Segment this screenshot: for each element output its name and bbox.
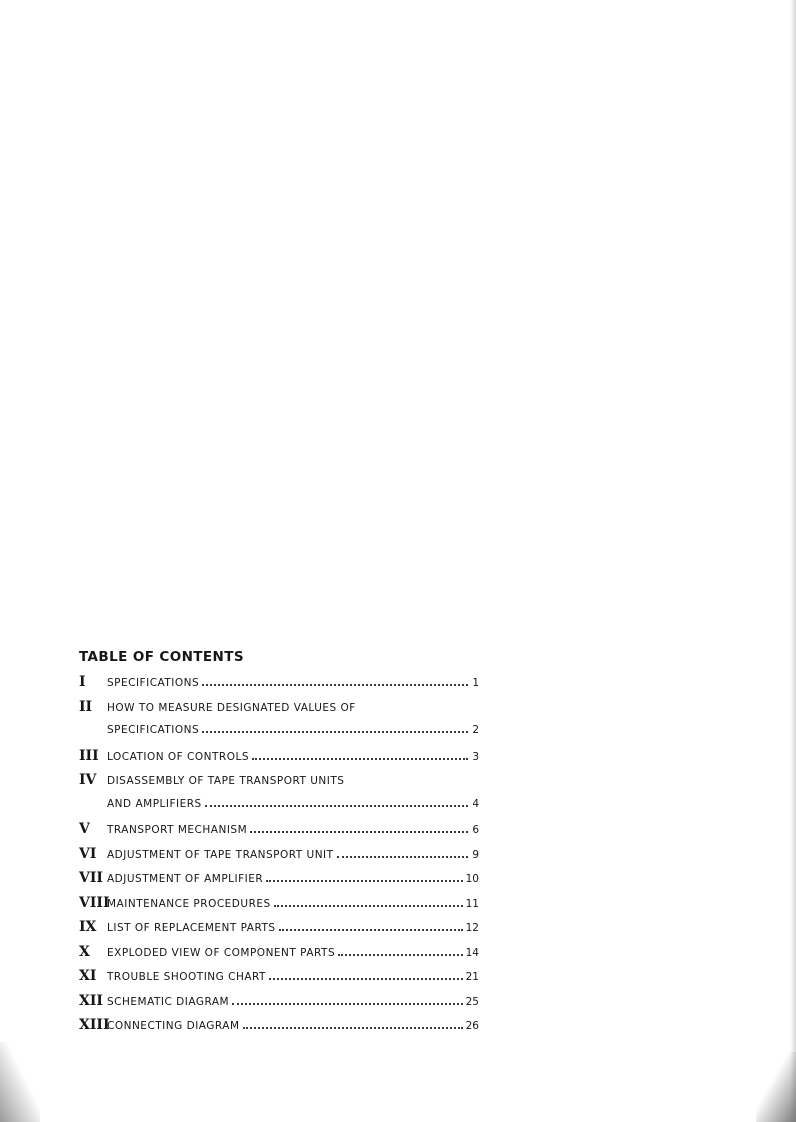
- toc-section-numeral: VII: [79, 870, 103, 886]
- page-corner-shadow-right: [756, 1052, 796, 1122]
- dot-leader: [232, 1002, 463, 1005]
- toc-section-numeral: V: [79, 821, 90, 837]
- dot-leader: [337, 855, 468, 858]
- toc-page-number: 6: [472, 824, 479, 836]
- toc-page-number: 26: [465, 1020, 479, 1032]
- toc-section-numeral: VI: [79, 845, 97, 862]
- toc-section-title: SCHEMATIC DIAGRAM: [107, 995, 230, 1008]
- toc-entry[interactable]: [79, 993, 479, 1018]
- toc-entry[interactable]: [79, 748, 479, 773]
- toc-section-numeral: IV: [79, 772, 97, 788]
- toc-section-title-continued: AND AMPLIFIERS: [107, 797, 202, 810]
- toc-page-number: 11: [465, 897, 479, 910]
- toc-section-numeral: XI: [79, 968, 97, 984]
- dot-leader: [250, 830, 468, 833]
- toc-page-number: 9: [472, 848, 479, 861]
- toc-section-title: HOW TO MEASURE DESIGNATED VALUES OF: [107, 701, 356, 714]
- toc-page-number: 12: [465, 922, 479, 934]
- toc-section-numeral: IX: [79, 919, 97, 935]
- toc-section-title: MAINTENANCE PROCEDURES: [107, 897, 271, 910]
- toc-section-title: EXPLODED VIEW OF COMPONENT PARTS: [107, 946, 336, 959]
- dot-leader: [274, 904, 463, 907]
- toc-entry[interactable]: [79, 674, 479, 699]
- toc-page-number: 2: [472, 724, 479, 736]
- toc-section-title: TRANSPORT MECHANISM: [107, 824, 248, 836]
- dot-leader: [202, 730, 468, 733]
- toc-section-numeral: III: [79, 747, 99, 764]
- toc-entry[interactable]: [79, 846, 479, 871]
- dot-leader: [269, 977, 463, 980]
- toc-page-number: 25: [465, 995, 479, 1008]
- toc-entry[interactable]: [79, 772, 479, 821]
- toc-page-number: 21: [465, 971, 479, 983]
- toc-section-title: CONNECTING DIAGRAM: [107, 1020, 240, 1032]
- toc-section-title-continued: SPECIFICATIONS: [107, 724, 200, 736]
- table-of-contents: [79, 674, 479, 1042]
- toc-section-title: SPECIFICATIONS: [107, 677, 200, 689]
- page-corner-shadow-left: [0, 1042, 40, 1122]
- toc-section-numeral: XII: [79, 992, 103, 1009]
- toc-page-number: 14: [465, 946, 479, 959]
- toc-section-title: LOCATION OF CONTROLS: [107, 750, 249, 763]
- toc-entry[interactable]: [79, 821, 479, 846]
- toc-entry[interactable]: [79, 870, 479, 895]
- toc-section-title: ADJUSTMENT OF TAPE TRANSPORT UNIT: [107, 848, 334, 861]
- toc-section-title: LIST OF REPLACEMENT PARTS: [107, 922, 276, 934]
- toc-section-title: TROUBLE SHOOTING CHART: [107, 971, 266, 983]
- dot-leader: [205, 804, 468, 807]
- toc-section-numeral: VIII: [79, 894, 110, 911]
- toc-page-number: 1: [472, 677, 479, 689]
- toc-entry[interactable]: [79, 699, 479, 748]
- toc-section-title: DISASSEMBLY OF TAPE TRANSPORT UNITS: [107, 775, 345, 787]
- dot-leader: [279, 928, 463, 931]
- dot-leader: [243, 1026, 463, 1029]
- toc-page-number: 4: [472, 797, 479, 810]
- toc-entry[interactable]: [79, 944, 479, 969]
- toc-section-numeral: II: [79, 698, 93, 715]
- dot-leader: [252, 757, 468, 760]
- toc-section-title: ADJUSTMENT OF AMPLIFIER: [107, 873, 264, 885]
- toc-section-numeral: X: [79, 943, 90, 960]
- toc-section-numeral: I: [79, 674, 86, 690]
- page-edge-shadow: [790, 0, 796, 1122]
- toc-page-number: 10: [465, 873, 479, 885]
- toc-heading: TABLE OF CONTENTS: [79, 649, 244, 665]
- toc-section-numeral: XIII: [79, 1017, 110, 1033]
- toc-entry[interactable]: [79, 919, 479, 944]
- toc-entry[interactable]: [79, 1017, 479, 1042]
- dot-leader: [266, 879, 462, 882]
- dot-leader: [338, 953, 463, 956]
- toc-page-number: 3: [472, 750, 479, 763]
- toc-entry[interactable]: [79, 968, 479, 993]
- dot-leader: [202, 683, 468, 686]
- toc-entry[interactable]: [79, 895, 479, 920]
